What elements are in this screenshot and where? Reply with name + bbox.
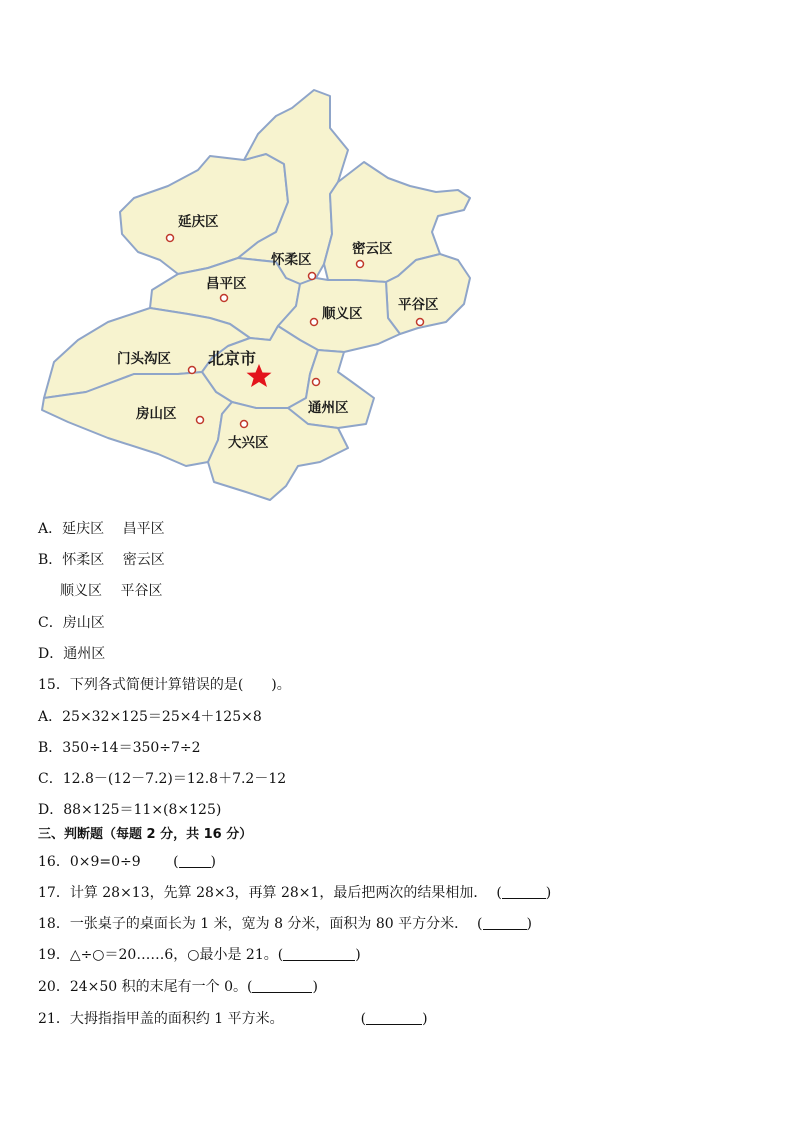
q14-option-b: B．怀柔区 密云区 <box>38 552 165 568</box>
judgment-17: 17．计算 28×13，先算 28×3，再算 28×1，最后把两次的结果相加． ( ) <box>38 885 552 901</box>
answer-blank[interactable] <box>283 946 355 961</box>
q14-option-c: C．房山区 <box>38 615 105 631</box>
label-mentougou: 门头沟区 <box>117 351 171 367</box>
q14-option-d: D．通州区 <box>38 646 106 662</box>
judgment-21: 21．大拇指指甲盖的面积约 1 平方米。 ( ) <box>38 1011 428 1027</box>
judgment-16: 16．0×9=0÷9 ( ) <box>38 854 217 870</box>
dot-daxing <box>241 421 248 428</box>
label-beijing-city: 北京市 <box>208 349 257 368</box>
section3-title: 三、判断题（每题 2 分，共 16 分） <box>38 827 253 842</box>
q14-option-a: A．延庆区 昌平区 <box>38 521 165 537</box>
q14-option-b-cont: 顺义区 平谷区 <box>60 583 163 599</box>
dot-pinggu <box>417 319 424 326</box>
answer-blank[interactable] <box>483 915 527 930</box>
label-shunyi: 顺义区 <box>322 306 363 322</box>
q15-option-b: B．350÷14＝350÷7÷2 <box>38 740 201 756</box>
label-fangshan: 房山区 <box>136 406 177 422</box>
dot-changping <box>221 295 228 302</box>
judgment-18: 18．一张桌子的桌面长为 1 米，宽为 8 分米，面积为 80 平方分米． ( ) <box>38 916 532 932</box>
judgment-20: 20．24×50 积的末尾有一个 0。( ) <box>38 979 318 995</box>
dot-tongzhou <box>313 379 320 386</box>
q15-option-c: C．12.8－(12－7.2)＝12.8＋7.2－12 <box>38 771 287 787</box>
q15-option-a: A．25×32×125＝25×4＋125×8 <box>38 709 262 725</box>
dot-fangshan <box>197 417 204 424</box>
dot-miyun <box>357 261 364 268</box>
dot-huairou <box>309 273 316 280</box>
answer-blank[interactable] <box>502 884 546 899</box>
judgment-19: 19．△÷○＝20……6，○最小是 21。( ) <box>38 947 361 963</box>
label-pinggu: 平谷区 <box>398 297 439 313</box>
beijing-district-map <box>38 82 510 504</box>
label-changping: 昌平区 <box>206 276 247 292</box>
label-miyun: 密云区 <box>352 241 393 257</box>
dot-mentougou <box>189 367 196 374</box>
label-daxing: 大兴区 <box>228 435 269 451</box>
q15-stem: 15．下列各式简便计算错误的是( )。 <box>38 677 291 693</box>
label-yanqing: 延庆区 <box>178 214 219 230</box>
dot-shunyi <box>311 319 318 326</box>
q15-option-d: D．88×125＝11×(8×125) <box>38 802 222 818</box>
answer-blank[interactable] <box>252 978 312 993</box>
label-tongzhou: 通州区 <box>308 400 349 416</box>
answer-blank[interactable] <box>366 1010 422 1025</box>
label-huairou: 怀柔区 <box>271 252 312 268</box>
answer-blank[interactable] <box>179 853 211 868</box>
dot-yanqing <box>167 235 174 242</box>
